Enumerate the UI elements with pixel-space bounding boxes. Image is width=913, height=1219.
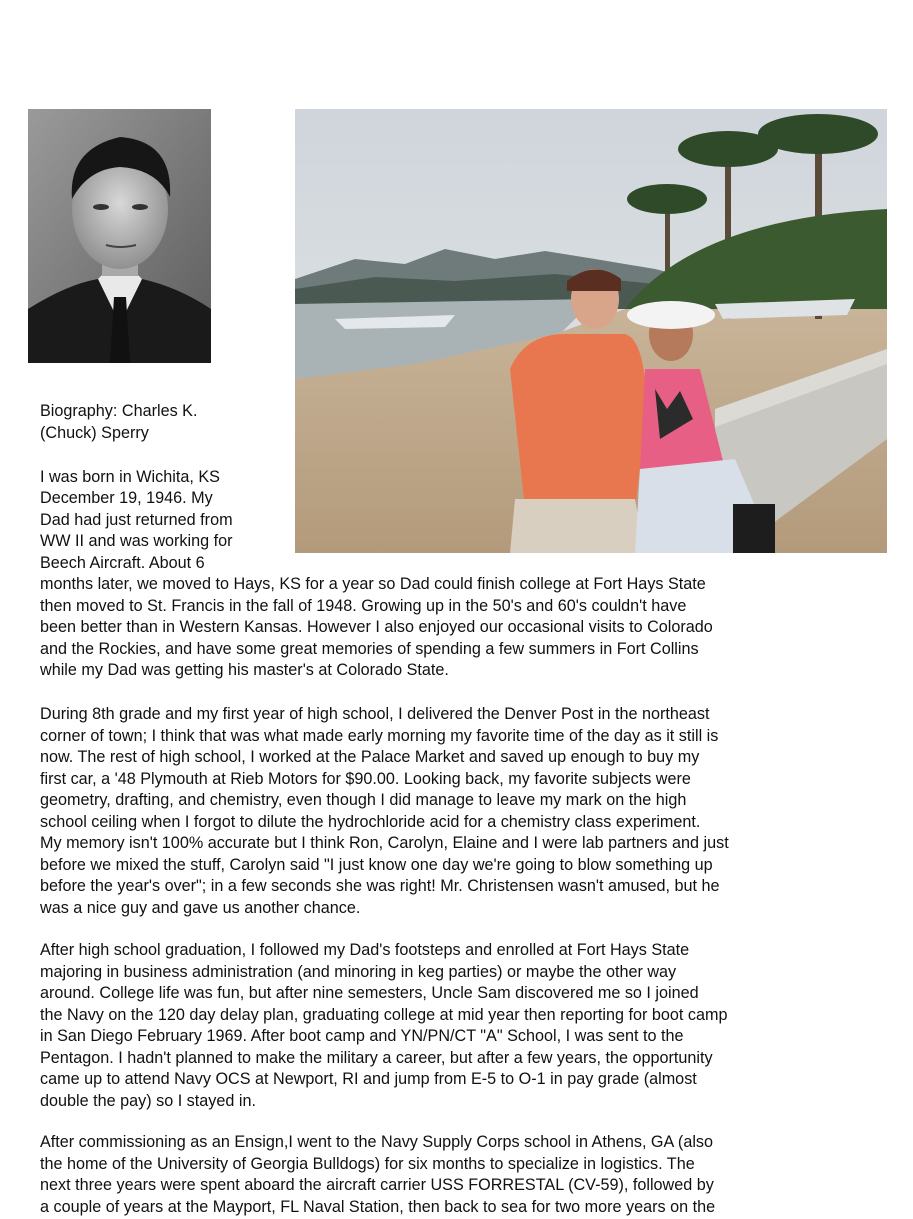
text-line: came up to attend Navy OCS at Newport, RI and jump from E-5 to O-1 in pay grade (almost (40, 1070, 697, 1088)
paragraph-2 (40, 704, 900, 919)
text-line: After commissioning as an Ensign,I went to the Navy Supply Corps school in Athens, GA (also (40, 1133, 714, 1151)
text-line: months later, we moved to Hays, KS for a year so Dad could finish college at Fort Hays State (40, 575, 706, 593)
text-line: and the Rockies, and have some great memories of spending a few summers in Fort Collins (40, 639, 699, 658)
text-line: the Navy on the 120 day delay plan, graduating college at mid year then reporting for boot camp (40, 1005, 728, 1024)
text-line: My memory isn't 100% accurate but I think Ron, Carolyn, Elaine and I were lab partners and just (40, 834, 729, 852)
paragraph-3 (40, 940, 900, 1112)
text-line: been better than in Western Kansas. However I also enjoyed our occasional visits to Colorado (40, 618, 713, 636)
title-line: (Chuck) Sperry (40, 423, 149, 442)
paragraph-1 (40, 574, 900, 682)
text-line: double the pay) so I stayed in. (40, 1091, 256, 1110)
text-line: was a nice guy and gave us another chance. (40, 898, 361, 917)
text-line: then moved to St. Francis in the fall of 1948. Growing up in the 50's and 60's couldn't have (40, 596, 687, 615)
text-line: now. The rest of high school, I worked at the Palace Market and saved up enough to buy my (40, 748, 700, 766)
text-line: in San Diego February 1969. After boot camp and YN/PN/CT "A" School, I was sent to the (40, 1027, 684, 1045)
text-line: around. College life was fun, but after nine semesters, Uncle Sam discovered me so I joined (40, 984, 699, 1002)
portrait-photo (28, 109, 211, 363)
text-line: geometry, drafting, and chemistry, even though I did manage to leave my mark on the high (40, 791, 687, 809)
text-line: first car, a '48 Plymouth at Rieb Motors for $90.00. Looking back, my favorite subjects were (40, 769, 691, 788)
text-line: After high school graduation, I followed my Dad's footsteps and enrolled at Fort Hays State (40, 941, 690, 959)
text-line: I was born in Wichita, KS (40, 468, 220, 486)
text-line: WW II and was working for (40, 532, 233, 551)
text-line: During 8th grade and my first year of high school, I delivered the Denver Post in the northeast (40, 705, 710, 723)
beach-photo (295, 109, 887, 553)
text-line: corner of town; I think that was what made early morning my favorite time of the day as it still is (40, 726, 719, 745)
text-line: Dad had just returned from (40, 510, 233, 529)
title-line: Biography: Charles K. (40, 402, 198, 420)
text-line: majoring in business administration (and minoring in keg parties) or maybe the other way (40, 962, 677, 981)
text-line: the home of the University of Georgia Bulldogs) for six months to specialize in logistics. The (40, 1154, 695, 1173)
text-line: while my Dad was getting his master's at Colorado State. (40, 661, 449, 679)
biography-title (40, 401, 280, 444)
paragraph-4 (40, 1132, 900, 1218)
text-line: a couple of years at the Mayport, FL Naval Station, then back to sea for two more years on the (40, 1197, 716, 1216)
intro-paragraph (40, 467, 290, 574)
text-line: Pentagon. I hadn't planned to make the military a career, but after a few years, the opportunity (40, 1048, 713, 1067)
text-line: December 19, 1946. My (40, 489, 213, 508)
text-line: next three years were spent aboard the aircraft carrier USS FORRESTAL (CV-59), followed by (40, 1176, 714, 1194)
text-line: Beech Aircraft. About 6 (40, 553, 205, 572)
text-line: school ceiling when I forgot to dilute the hydrochloride acid for a chemistry class experiment. (40, 812, 701, 831)
text-line: before we mixed the stuff, Carolyn said "I just know one day we're going to blow something up (40, 855, 713, 874)
text-line: before the year's over"; in a few seconds she was right! Mr. Christensen wasn't amused, but he (40, 877, 720, 895)
